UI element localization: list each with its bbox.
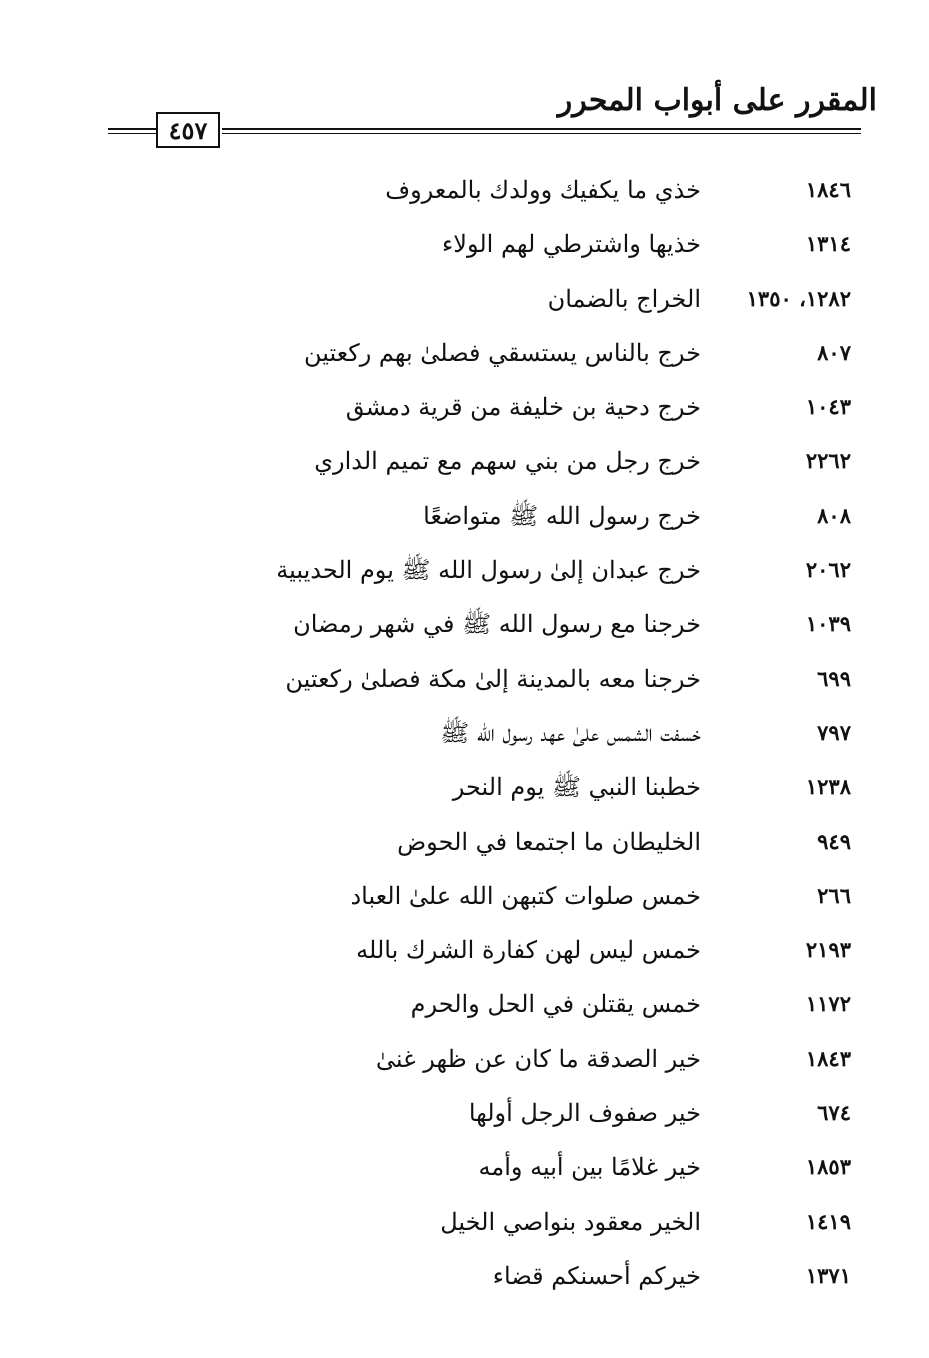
entry-ref: ١٠٤٣ xyxy=(805,394,851,420)
index-entry xyxy=(0,492,929,546)
entry-ref: ٨٠٨ xyxy=(817,502,851,528)
entry-text: خير غلامًا بين أبيه وأمه xyxy=(478,1153,701,1182)
index-entry xyxy=(0,1198,929,1252)
entry-ref: ٢٢٦٢ xyxy=(805,448,851,474)
entry-ref: ١٨٥٣ xyxy=(805,1154,851,1180)
index-entry xyxy=(0,763,929,817)
index-entry xyxy=(0,600,929,654)
entry-ref: ١٠٣٩ xyxy=(805,611,851,637)
header-rule-thin xyxy=(222,133,861,134)
entry-text: خير الصدقة ما كان عن ظهر غنىٰ xyxy=(375,1044,701,1073)
entry-text: خرج بالناس يستسقي فصلىٰ بهم ركعتين xyxy=(303,338,701,367)
entry-ref: ٨٠٧ xyxy=(817,339,851,365)
index-entry xyxy=(0,926,929,980)
entry-text: خذيها واشترطي لهم الولاء xyxy=(441,230,701,259)
index-entry xyxy=(0,275,929,329)
entry-text: خمس ليس لهن كفارة الشرك بالله xyxy=(356,936,701,965)
entry-ref: ٢٦٦ xyxy=(817,882,851,908)
entry-ref: ٢٠٦٢ xyxy=(805,557,851,583)
entry-text: الخير معقود بنواصي الخيل xyxy=(440,1207,701,1236)
index-entry xyxy=(0,437,929,491)
entry-text: خرج دحية بن خليفة من قرية دمشق xyxy=(345,393,701,422)
index-entry xyxy=(0,980,929,1034)
entry-text: خرج رسول الله ﷺ متواضعًا xyxy=(423,501,701,530)
entry-text: خطبنا النبي ﷺ يوم النحر xyxy=(452,773,701,802)
index-entry xyxy=(0,1252,929,1306)
index-entry xyxy=(0,1089,929,1143)
index-entry xyxy=(0,166,929,220)
entry-ref: ٩٤٩ xyxy=(817,828,851,854)
entry-ref: ١٣٧١ xyxy=(805,1262,851,1288)
entry-text: خرجنا معه بالمدينة إلىٰ مكة فصلىٰ ركعتين xyxy=(285,664,701,693)
entry-ref: ١٢٨٢، ١٣٥٠ xyxy=(746,285,851,311)
entry-text: الخراج بالضمان xyxy=(547,284,701,313)
index-entry xyxy=(0,546,929,600)
index-entry xyxy=(0,1035,929,1089)
index-list xyxy=(0,166,929,1306)
index-entry xyxy=(0,872,929,926)
entry-ref: ١٣١٤ xyxy=(805,231,851,257)
entry-ref: ٧٩٧ xyxy=(817,719,851,745)
index-entry xyxy=(0,709,929,763)
entry-ref: ١٨٤٦ xyxy=(805,177,851,202)
entry-text: خير صفوف الرجل أولها xyxy=(468,1099,701,1128)
entry-ref: ٦٩٩ xyxy=(817,665,851,691)
entry-ref: ١١٧٢ xyxy=(805,991,851,1017)
entry-text: خرج عبدان إلىٰ رسول الله ﷺ يوم الحديبية xyxy=(276,556,701,585)
entry-ref: ١٢٣٨ xyxy=(805,774,851,800)
page-number: ٤٥٧ xyxy=(156,112,220,148)
index-entry xyxy=(0,220,929,274)
index-entry xyxy=(0,655,929,709)
entry-ref: ٢١٩٣ xyxy=(805,937,851,963)
entry-text: خمس يقتلن في الحل والحرم xyxy=(410,990,701,1019)
running-title: المقرر على أبواب المحرر xyxy=(557,83,877,118)
entry-text: خيركم أحسنكم قضاء xyxy=(492,1261,701,1290)
index-entry xyxy=(0,1143,929,1197)
entry-text: الخليطان ما اجتمعا في الحوض xyxy=(397,827,701,856)
entry-text: خرج رجل من بني سهم مع تميم الداري xyxy=(314,447,701,476)
entry-ref: ١٨٤٣ xyxy=(805,1045,851,1071)
entry-text: خمس صلوات كتبهن الله علىٰ العباد xyxy=(350,881,701,910)
entry-text: خرجنا مع رسول الله ﷺ في شهر رمضان xyxy=(293,610,701,639)
index-entry xyxy=(0,383,929,437)
entry-ref: ٦٧٤ xyxy=(817,1100,851,1126)
index-entry xyxy=(0,818,929,872)
entry-text: خسفت الشمس علىٰ عهد رسول الله ﷺ xyxy=(440,718,701,747)
header-rule-left-thin xyxy=(108,133,156,134)
header-rule-left xyxy=(108,128,156,130)
header-rule xyxy=(222,128,861,130)
entry-ref: ١٤١٩ xyxy=(805,1208,851,1234)
index-entry xyxy=(0,329,929,383)
entry-text: خذي ما يكفيك وولدك بالمعروف xyxy=(385,176,701,204)
